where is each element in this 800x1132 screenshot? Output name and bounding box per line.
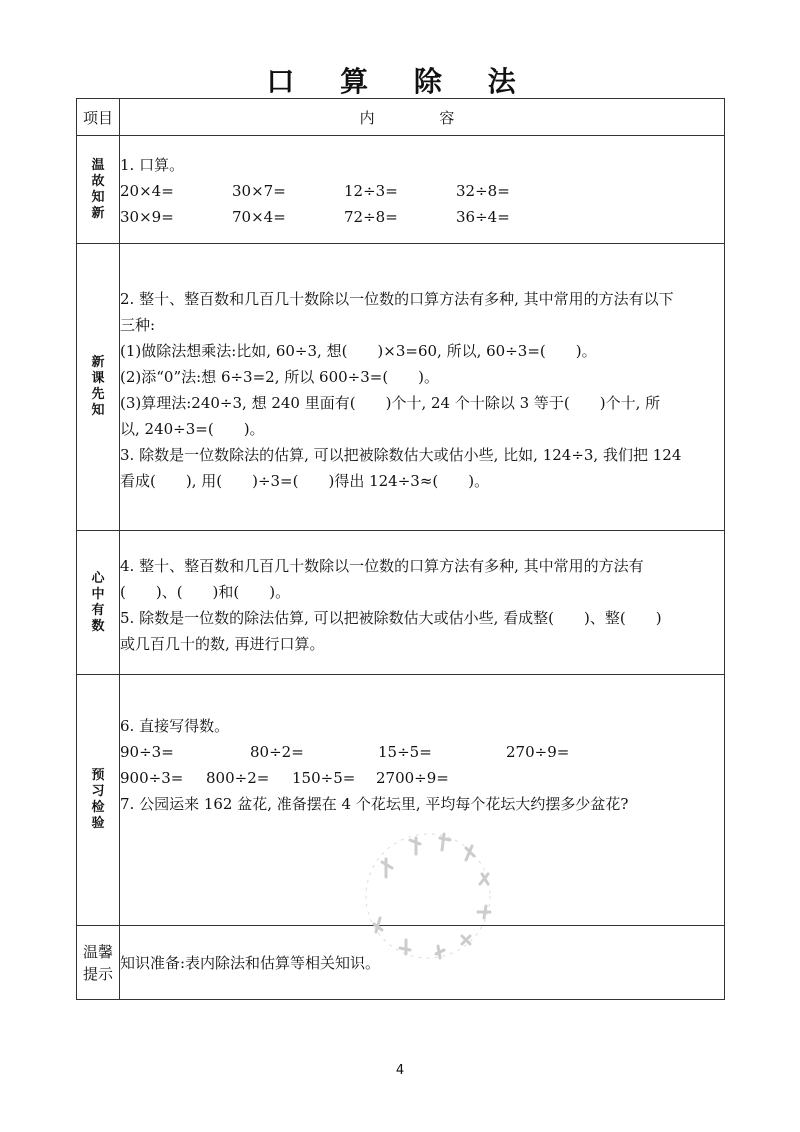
text-line: 4. 整十、整百数和几百几十数除以一位数的口算方法有多种, 其中常用的方法有: [120, 557, 644, 575]
calc-row: [120, 765, 724, 791]
calc-item: 270÷9=: [506, 743, 570, 761]
calc-item: 150÷5=: [292, 769, 356, 787]
text-line: 或几百几十的数, 再进行口算。: [120, 635, 325, 653]
label-char: 检: [91, 800, 105, 815]
page-title: 口 算 除 法: [266, 65, 534, 98]
text-line: (1)做除法想乘法:比如, 60÷3, 想( )×3=60, 所以, 60÷3=( )。: [120, 342, 597, 360]
label-char: 故: [91, 173, 105, 189]
section-label-tips: [77, 926, 120, 1000]
calc-item: 90÷3=: [120, 743, 174, 761]
text-line: 2. 整十、整百数和几百几十数除以一位数的口算方法有多种, 其中常用的方法有以下: [120, 290, 674, 308]
label-char: 知: [91, 403, 105, 418]
text-line: (3)算理法:240÷3, 想 240 里面有( )个十, 24 个十除以 3 等于( )个十, 所: [120, 394, 661, 412]
label-char: 知: [91, 189, 105, 205]
calc-item: 80÷2=: [250, 743, 304, 761]
newlesson-content: [120, 244, 725, 531]
calc-item: 800÷2=: [206, 769, 270, 787]
question-7: 7. 公园运来 162 盆花, 准备摆在 4 个花坛里, 平均每个花坛大约摆多少盆花?: [120, 795, 629, 813]
header-item: 项目: [77, 99, 120, 136]
label-char: 验: [91, 816, 105, 831]
label-char: 新: [91, 355, 105, 370]
text-line: (2)添“0”法:想 6÷3=2, 所以 600÷3=( )。: [120, 368, 440, 386]
text-line: 以, 240÷3=( )。: [120, 420, 265, 438]
question-6: 6. 直接写得数。: [120, 717, 230, 735]
calc-item: 12÷3=: [344, 182, 398, 200]
text-line: 3. 除数是一位数除法的估算, 可以把被除数估大或估小些, 比如, 124÷3, 我们把 124: [120, 446, 682, 464]
label-char: 数: [91, 618, 105, 634]
label-char: 心: [91, 570, 105, 586]
text-line: 三种:: [120, 316, 156, 334]
calc-item: 30×9=: [120, 208, 174, 226]
label-char: 预: [91, 768, 105, 783]
section-label-newlesson: [77, 244, 120, 531]
calc-item: 70×4=: [232, 208, 286, 226]
calc-item: 900÷3=: [120, 769, 184, 787]
label-char: 中: [91, 586, 105, 602]
review-content: [120, 136, 725, 244]
calc-row: [120, 739, 724, 765]
calc-row: [120, 178, 724, 204]
summary-content: [120, 531, 725, 675]
label-line: 温馨: [82, 942, 113, 961]
calc-row: [120, 204, 724, 230]
question-1: 1. 口算。: [120, 156, 185, 174]
page-number: 4: [395, 1063, 405, 1078]
text-line: 看成( ), 用( )÷3=( )得出 124÷3≈( )。: [120, 472, 490, 490]
calc-item: 36÷4=: [456, 208, 510, 226]
label-line: 提示: [82, 964, 113, 983]
header-content: 内 容: [120, 99, 725, 136]
calc-item: 20×4=: [120, 182, 174, 200]
label-char: 温: [91, 157, 105, 173]
label-char: 先: [91, 387, 105, 402]
calc-item: 72÷8=: [344, 208, 398, 226]
tips-text: 知识准备:表内除法和估算等相关知识。: [120, 953, 381, 972]
calc-item: 30×7=: [232, 182, 286, 200]
watermark-seal: [348, 826, 508, 966]
text-line: 5. 除数是一位数的除法估算, 可以把被除数估大或估小些, 看成整( )、整( ): [120, 609, 662, 627]
section-label-review: [77, 136, 120, 244]
section-label-preview: [77, 675, 120, 926]
calc-item: 15÷5=: [378, 743, 432, 761]
text-line: ( )、( )和( )。: [120, 583, 291, 601]
label-char: 新: [91, 205, 105, 221]
label-char: 习: [91, 784, 105, 799]
calc-item: 2700÷9=: [376, 769, 449, 787]
section-label-summary: [77, 531, 120, 675]
calc-item: 32÷8=: [456, 182, 510, 200]
label-char: 课: [91, 371, 105, 386]
label-char: 有: [91, 602, 105, 618]
